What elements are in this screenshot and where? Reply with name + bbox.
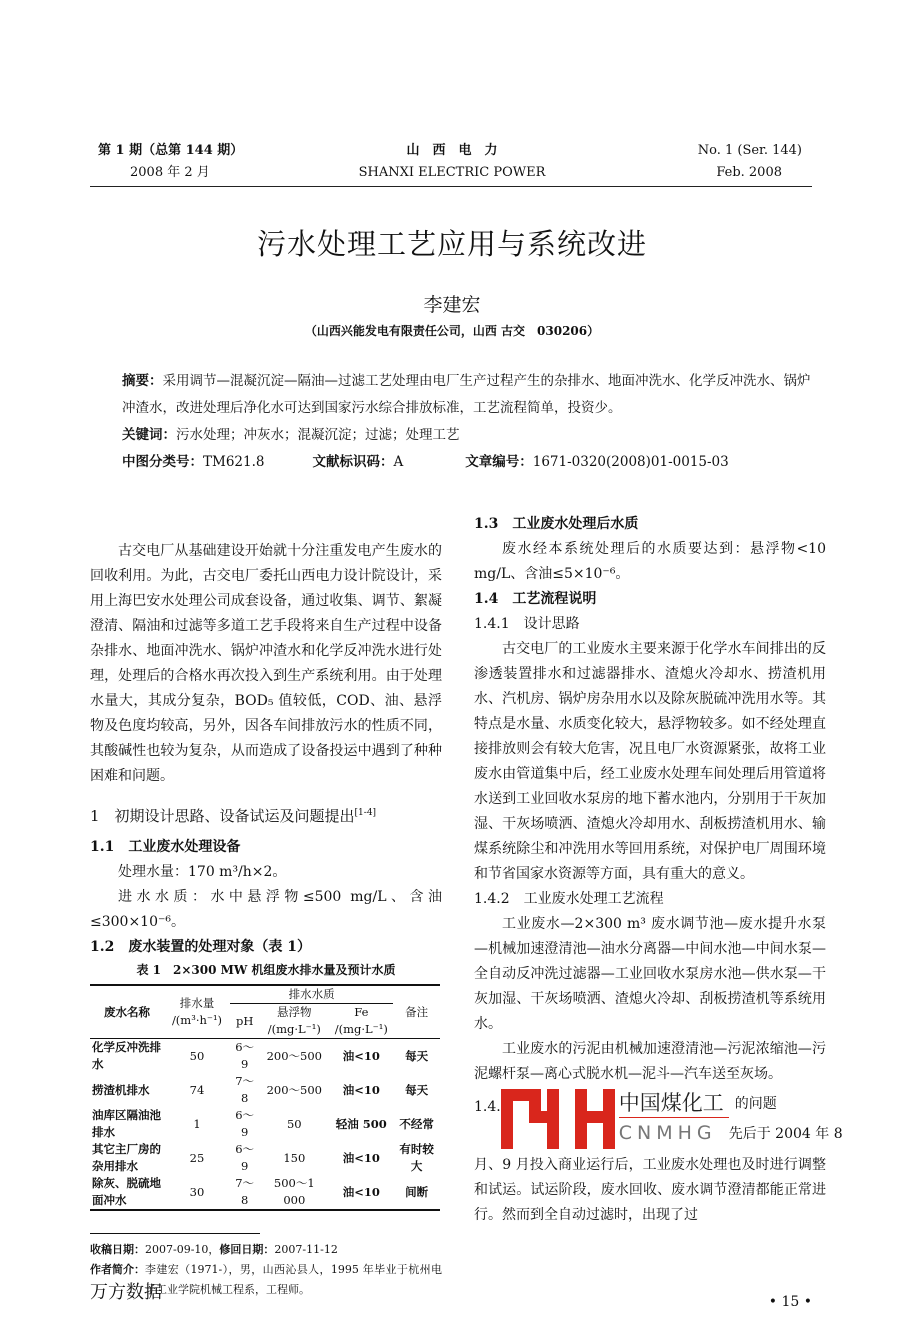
- cell-ph: 6～9: [235, 1142, 255, 1173]
- th-ss: 悬浮物 /(mg·L⁻¹): [267, 1005, 321, 1036]
- footnote-rule: [90, 1233, 260, 1234]
- cell-name: 除灰、脱硫地面冲水: [92, 1176, 161, 1207]
- cell-note: 有时较大: [399, 1142, 434, 1173]
- table-row: [90, 1141, 440, 1175]
- section-1-ref: [1-4]: [354, 808, 377, 818]
- cell-ss: 50: [286, 1116, 302, 1131]
- section-1-4-2-heading: 1.4.2 工业废水处理工艺流程: [474, 891, 664, 907]
- affiliation: （山西兴能发电有限责任公司，山西 古交 030206）: [304, 324, 600, 338]
- section-1-4-3-title-tail: 的问题: [734, 1096, 777, 1112]
- cell-name: 化学反冲洗排水: [92, 1040, 161, 1071]
- revised-date: 2007-11-12: [274, 1243, 338, 1256]
- cell-ss: 500～1 000: [273, 1176, 315, 1207]
- table-row: [90, 1175, 440, 1210]
- section-1-4-3-number: 1.4.: [474, 1099, 501, 1115]
- cell-flow: 50: [189, 1048, 205, 1063]
- section-1-4-3-heading-row: [474, 1089, 843, 1153]
- table-row: [90, 1039, 440, 1074]
- date-cn: 2008 年 2 月: [130, 165, 210, 180]
- th-fe: Fe /(mg·L⁻¹): [334, 1005, 388, 1036]
- author: 李建宏: [423, 294, 481, 316]
- right-column: [474, 512, 843, 1228]
- s142-paragraph-1: 工业废水—2×300 m³ 废水调节池—废水提升水泵—机械加速澄清池—油水分离器—中间水池—中间水泵—全自动反冲洗过滤器—工业回收水泵房水池—供水泵—干灰加湿、干灰场喷洒、渣熄火冷却、刮板捞渣机等系统用水。: [474, 916, 826, 1032]
- cell-name: 其它主厂房的杂用排水: [92, 1142, 161, 1173]
- header-rule: [90, 186, 812, 187]
- abstract-text: 采用调节—混凝沉淀—隔油—过滤工艺处理由电厂生产过程产生的杂排水、地面冲洗水、化学反冲洗水、锅炉冲渣水，改进处理后净化水可达到国家污水综合排放标准，工艺流程简单，投资少。: [122, 373, 811, 416]
- s143-paragraph: 月、9 月投入商业运行后，工业废水处理也及时进行调整和试运。试运阶段，废水回收、废水调节澄清都能正常进行。然而到全自动过滤时，出现了过: [474, 1157, 826, 1223]
- section-1-3-heading: 1.3 工业废水处理后水质: [474, 516, 639, 532]
- revised-label: 修回日期：: [219, 1243, 275, 1256]
- section-1-1-heading: 1.1 工业废水处理设备: [90, 839, 241, 855]
- s11-p2: 进水水质：水中悬浮物≤500 mg/L、含油≤300×10⁻⁶。: [90, 889, 442, 930]
- received-date: 2007-09-10，: [145, 1243, 220, 1256]
- watermark-cn: 中国煤化工: [619, 1089, 729, 1118]
- cell-flow: 74: [189, 1082, 205, 1097]
- keywords: 污水处理；冲灰水；混凝沉淀；过滤；处理工艺: [176, 427, 460, 443]
- cell-fe: 轻油 500: [335, 1116, 387, 1131]
- cell-fe: 油<10: [342, 1082, 380, 1097]
- water-quality-table: [90, 984, 440, 1211]
- cell-name: 捞渣机排水: [92, 1082, 150, 1097]
- cell-note: 每天: [405, 1082, 429, 1097]
- cell-fe: 油<10: [342, 1184, 380, 1199]
- issue-en: No. 1 (Ser. 144): [697, 143, 802, 158]
- cell-name: 油库区隔油池排水: [92, 1108, 161, 1139]
- keywords-label: 关键词：: [122, 427, 176, 443]
- bio-label: 作者简介：: [90, 1263, 145, 1276]
- section-1-4-3-tail-block: [728, 1089, 843, 1149]
- article-number: 1671-0320(2008)01-0015-03: [532, 454, 729, 470]
- th-quality: 排水水质: [230, 985, 393, 1004]
- th-name: 废水名称: [104, 1004, 150, 1019]
- paper-title: 污水处理工艺应用与系统改进: [256, 227, 647, 261]
- cell-ss: 200～500: [266, 1048, 322, 1063]
- cell-ss: 200～500: [266, 1082, 322, 1097]
- intro-paragraph: 古交电厂从基础建设开始就十分注重发电产生废水的回收利用。为此，古交电厂委托山西电力设计院设计，采用上海巴安水处理公司成套设备，通过收集、调节、絮凝澄清、隔油和过滤等多道工艺手段将来自生产过程中设备杂排水、地面冲洗水、锅炉冲渣水和化学反冲洗水进行处理，处理后的合格水再次投入到生产系统利用。由于处理水量大，其成分复杂，BOD₅ 值较低，COD、油、悬浮物及色度均较高，另外，因各车间排放污水的性质不同，其酸碱性也较为复杂，从而造成了设备投运中遇到了种种困难和问题。: [90, 543, 442, 784]
- s141-paragraph: 古交电厂的工业废水主要来源于化学水车间排出的反渗透装置排水和过滤器排水、渣熄火冷却水、捞渣机用水、汽机房、锅炉房杂用水以及除灰脱硫冲洗用水等。其特点是水量、水质变化较大，悬浮物较多。如不经处理直接排放则会有较大危害，况且电厂水资源紧张，故将工业废水由管道集中后，经工业废水处理车间处理后用管道将水送到工业回收水泵房的地下蓄水池内，分别用于干灰加湿、干灰场喷洒、渣熄火冷却用水、刮板捞渣机用水、输煤系统除尘和冲洗用水等回用系统，对保护电厂周围环境和节省国家水资源等方面，具有重大的意义。: [474, 641, 826, 882]
- cell-ph: 7～8: [235, 1074, 255, 1105]
- th-note: 备注: [405, 1004, 429, 1019]
- journal-cn: 山 西 电 力: [406, 143, 498, 158]
- cell-flow: 1: [193, 1116, 201, 1131]
- article-label: 文章编号：: [465, 454, 533, 470]
- cell-fe: 油<10: [342, 1048, 380, 1063]
- th-flow: 排水量 /(m³·h⁻¹): [171, 996, 223, 1027]
- section-1-2-heading: 1.2 废水装置的处理对象（表 1）: [90, 939, 311, 955]
- s143-start: 先后于 2004 年 8: [728, 1126, 843, 1142]
- doc-code: A: [393, 454, 404, 470]
- watermark-en: CNMHG: [618, 1122, 717, 1144]
- cell-fe: 油<10: [342, 1150, 380, 1165]
- footer-brand: 万方数据: [90, 1282, 162, 1303]
- clc: TM621.8: [203, 454, 265, 470]
- section-1-4-1-heading: 1.4.1 设计思路: [474, 616, 580, 632]
- section-1-title: 1 初期设计思路、设备试运及问题提出: [90, 807, 355, 825]
- cell-note: 不经常: [399, 1116, 434, 1131]
- cell-ph: 6～9: [235, 1040, 255, 1071]
- section-1-heading: [90, 801, 442, 829]
- s142-paragraph-2: 工业废水的污泥由机械加速澄清池—污泥浓缩池—污泥螺杆泵—离心式脱水机—泥斗—汽车送至灰场。: [474, 1041, 826, 1082]
- cell-ph: 7～8: [235, 1176, 255, 1207]
- author-bio: 李建宏（1971-），男，山西沁县人，1995 年毕业于杭州电子工业学院机械工程系，工程师。: [145, 1263, 442, 1296]
- issue-cn: 第 1 期（总第 144 期）: [98, 143, 244, 158]
- cell-ph: 6～9: [235, 1108, 255, 1139]
- left-column: [90, 539, 442, 1300]
- th-ph: pH: [235, 1013, 254, 1028]
- cell-ss: 150: [283, 1150, 306, 1165]
- doc-label: 文献标识码：: [312, 454, 394, 470]
- cell-flow: 30: [189, 1184, 205, 1199]
- s11-p1: 处理水量：170 m³/h×2。: [118, 864, 287, 880]
- table-row: [90, 1073, 440, 1107]
- s13-paragraph: 废水经本系统处理后的水质要达到：悬浮物<10 mg/L、含油≤5×10⁻⁶。: [474, 541, 826, 582]
- cell-flow: 25: [189, 1150, 205, 1165]
- abstract-block: [122, 368, 822, 476]
- watermark-logo-icon: [501, 1089, 619, 1151]
- abstract-label: 摘要：: [122, 373, 163, 389]
- received-label: 收稿日期：: [90, 1243, 145, 1256]
- page-number: • 15 •: [768, 1294, 812, 1310]
- section-1-4-heading: 1.4 工艺流程说明: [474, 591, 597, 607]
- cell-note: 每天: [405, 1048, 429, 1063]
- date-en: Feb. 2008: [716, 165, 782, 180]
- cnmhg-watermark: [619, 1089, 729, 1148]
- clc-label: 中图分类号：: [122, 454, 203, 470]
- table-row: [90, 1107, 440, 1141]
- table-caption: 表 1 2×300 MW 机组废水排水量及预计水质: [136, 963, 396, 977]
- cell-note: 间断: [405, 1184, 429, 1199]
- journal-en: SHANXI ELECTRIC POWER: [358, 165, 546, 180]
